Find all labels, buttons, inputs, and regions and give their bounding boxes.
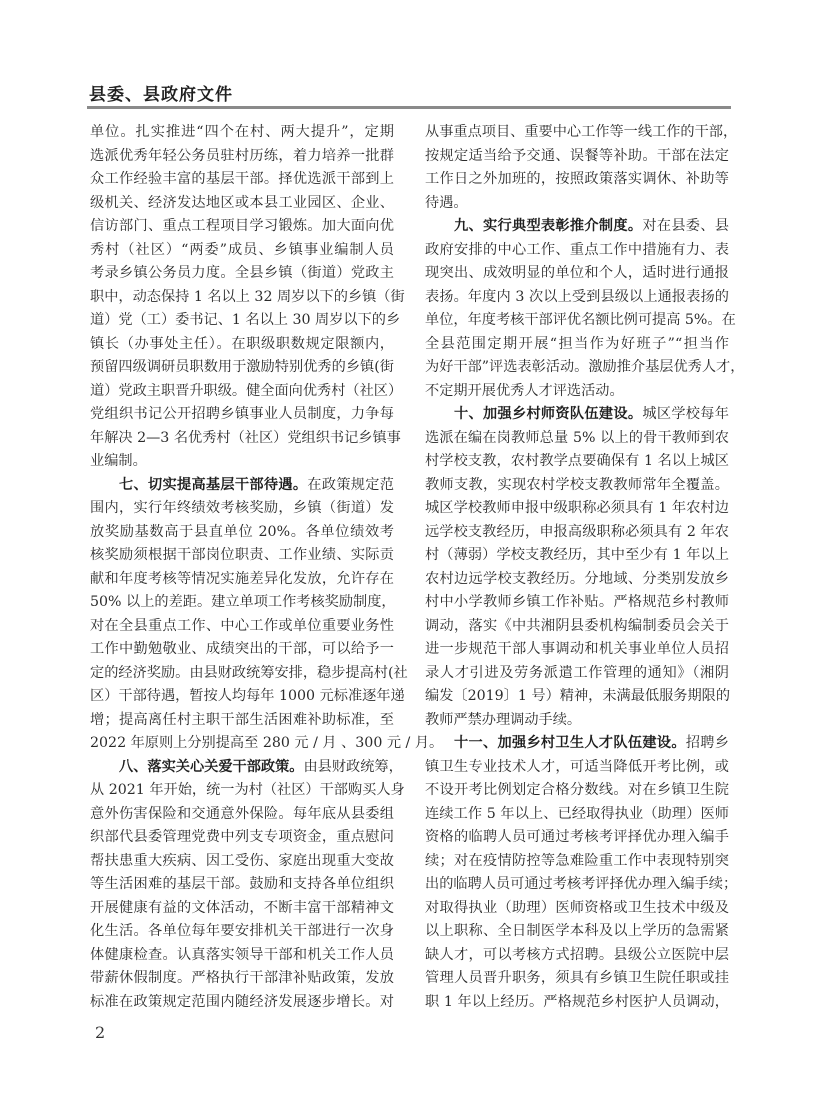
line-text: 城区学校教师申报中级职称必须具有 1 年农村边 bbox=[425, 500, 729, 516]
text-line bbox=[425, 239, 729, 263]
text-line bbox=[90, 309, 401, 333]
body-paragraph bbox=[425, 121, 738, 215]
line-text: 级机关、经济发达地区或本县工业园区、企业、 bbox=[90, 194, 394, 211]
text-line bbox=[90, 779, 405, 803]
text-line bbox=[425, 333, 729, 357]
line-text: 招聘乡 bbox=[685, 735, 729, 751]
text-line bbox=[425, 286, 729, 310]
text-line bbox=[90, 967, 394, 991]
line-text: 等生活困难的基层干部。鼓励和支持各单位组织 bbox=[90, 876, 394, 892]
line-text: 政府安排的中心工作、重点工作中措施有力、表 bbox=[425, 241, 729, 258]
line-text: 续；对在疫情防控等急难险重工作中表现特别突 bbox=[425, 852, 729, 869]
line-text: 录人才引进及劳务派遣工作管理的通知》（湘阴 bbox=[425, 664, 729, 681]
line-text: 化生活。各单位每年要安排机关干部进行一次身 bbox=[90, 923, 394, 939]
text-line bbox=[90, 356, 394, 380]
line-text: 意外伤害保险和交通意外保险。每年底从县委组 bbox=[90, 805, 394, 822]
line-text: 编发〔2019〕1 号）精神，未满最低服务期限的 bbox=[425, 688, 731, 704]
line-text: 秀村（社区）“两委”成员、乡镇事业编制人员 bbox=[90, 241, 394, 258]
text-line bbox=[90, 121, 394, 145]
text-line bbox=[90, 873, 394, 897]
line-text: 按规定适当给予交通、误餐等补助。干部在法定 bbox=[425, 147, 729, 164]
text-line bbox=[90, 474, 394, 498]
text-line bbox=[425, 615, 729, 639]
line-text: 工作日之外加班的，按照政策落实调休、补助等 bbox=[425, 171, 729, 187]
text-line bbox=[425, 403, 729, 427]
text-line bbox=[425, 568, 729, 592]
text-line bbox=[425, 168, 729, 192]
body-paragraph bbox=[90, 121, 405, 474]
text-line bbox=[90, 568, 394, 592]
text-line bbox=[425, 427, 729, 451]
text-line bbox=[425, 920, 729, 944]
line-text: 考录乡镇公务员力度。全县乡镇（街道）党政主 bbox=[90, 265, 394, 281]
text-line bbox=[90, 897, 394, 921]
text-line bbox=[425, 591, 729, 615]
line-text: 从事重点项目、重要中心工作等一线工作的干部， bbox=[425, 124, 738, 140]
text-line bbox=[90, 615, 394, 639]
line-text: 不设开考比例划定合格分数线。对在乡镇卫生院 bbox=[425, 782, 729, 798]
text-line bbox=[90, 427, 401, 451]
running-header-title: 县委、县政府文件 bbox=[89, 85, 233, 105]
line-text: 工作中勤勉敬业、成绩突出的干部，可以给予一 bbox=[90, 641, 394, 657]
line-text: 道）党（工）委书记、1 名以上 30 周岁以下的乡 bbox=[90, 312, 401, 328]
section-heading: 七、切实提高基层干部待遇。 bbox=[119, 476, 308, 493]
text-line bbox=[425, 450, 729, 474]
line-text: 年解决 2—3 名优秀村（社区）党组织书记乡镇事 bbox=[90, 429, 401, 446]
line-text: 增；提高离任村主职干部生活困难补助标准，至 bbox=[90, 711, 394, 728]
line-text: 织部代县委管理党费中列支专项资金，重点慰问 bbox=[90, 829, 394, 845]
line-text: 全县范围定期开展“担当作为好班子”“担当作 bbox=[425, 335, 729, 352]
line-text: 标准在政策规定范围内随经济发展逐步增长。对 bbox=[90, 993, 394, 1010]
line-text: 围内，实行年终绩效考核奖励，乡镇（街道）发 bbox=[90, 500, 394, 516]
line-text: 教师严禁办理调动手续。 bbox=[425, 711, 582, 728]
line-text: 体健康检查。认真落实领导干部和机关工作人员 bbox=[90, 946, 394, 963]
line-text: 党组织书记公开招聘乡镇事业人员制度，力争每 bbox=[90, 406, 394, 422]
text-line bbox=[425, 309, 736, 333]
text-line bbox=[90, 756, 403, 780]
text-line bbox=[90, 450, 394, 474]
line-text: 道）党政主职晋升职级。健全面向优秀村（社区） bbox=[90, 382, 403, 399]
line-text: 连续工作 5 年以上、已经取得执业（助理）医师 bbox=[425, 805, 729, 822]
text-line bbox=[425, 215, 729, 239]
line-text: 资格的临聘人员可通过考核考评择优办理入编手 bbox=[425, 829, 729, 845]
line-text: 镇卫生专业技术人才，可适当降低开考比例，或 bbox=[425, 758, 729, 775]
line-text: 从 2021 年开始，统一为村（社区）干部购买人身 bbox=[90, 782, 405, 798]
text-line bbox=[90, 944, 394, 968]
line-text: 对在县委、县 bbox=[642, 218, 729, 234]
text-line bbox=[90, 544, 394, 568]
text-line bbox=[90, 662, 408, 686]
text-line bbox=[90, 239, 394, 263]
line-text: 对在全县重点工作、中心工作或单位重要业务性 bbox=[90, 617, 394, 634]
text-line bbox=[425, 356, 745, 380]
line-text: 选派优秀年轻公务员驻村历练，着力培养一批群 bbox=[90, 147, 394, 164]
text-line bbox=[425, 521, 729, 545]
section-heading: 十、加强乡村师资队伍建设。 bbox=[454, 406, 643, 422]
text-line bbox=[90, 192, 394, 216]
line-text: 职 1 年以上经历。严格规范乡村医护人员调动， bbox=[425, 993, 729, 1010]
text-line bbox=[90, 803, 394, 827]
line-text: 调动，落实《中共湘阴县委机构编制委员会关于 bbox=[425, 617, 729, 634]
text-line bbox=[90, 991, 394, 1015]
line-text: 为好干部”评选表彰活动。激励推介基层优秀人才， bbox=[425, 359, 745, 375]
line-text: 业编制。 bbox=[90, 453, 147, 469]
text-line bbox=[425, 803, 729, 827]
line-text: 单位，年度考核干部评优名额比例可提高 5%。在 bbox=[425, 312, 736, 328]
line-text: 不定期开展优秀人才评选活动。 bbox=[425, 382, 624, 399]
text-line bbox=[425, 145, 729, 169]
text-line bbox=[425, 709, 729, 733]
text-line bbox=[90, 521, 394, 545]
line-text: 村学校支教，农村教学点要确保有 1 名以上城区 bbox=[425, 453, 729, 469]
text-line bbox=[90, 497, 394, 521]
text-line bbox=[425, 262, 729, 286]
line-text: 开展健康有益的文体活动，不断丰富干部精神文 bbox=[90, 899, 394, 916]
text-line bbox=[425, 497, 729, 521]
text-line bbox=[90, 709, 394, 733]
line-text: 众工作经验丰富的基层干部。择优选派干部到上 bbox=[90, 171, 394, 187]
line-text: 放奖励基数高于县直单位 20%。各单位绩效考 bbox=[90, 523, 394, 540]
text-line bbox=[425, 897, 729, 921]
line-text: 以上职称、全日制医学本科及以上学历的急需紧 bbox=[425, 923, 729, 939]
line-text: 2022 年原则上分别提高至 280 元 / 月 、300 元 / 月。 bbox=[90, 735, 444, 751]
line-text: 信访部门、重点工程项目学习锻炼。加大面向优 bbox=[90, 218, 394, 234]
text-line bbox=[90, 732, 444, 756]
text-line bbox=[90, 145, 394, 169]
section-paragraph bbox=[425, 732, 738, 1014]
line-text: 单位。扎实推进“四个在村、两大提升”，定期 bbox=[90, 124, 394, 140]
text-line bbox=[90, 215, 394, 239]
line-text: 待遇。 bbox=[425, 194, 468, 211]
line-text: 职中，动态保持 1 名以上 32 周岁以下的乡镇（街 bbox=[90, 288, 405, 305]
line-text: 进一步规范干部人事调动和机关事业单位人员招 bbox=[425, 641, 729, 657]
text-line bbox=[90, 826, 394, 850]
text-line bbox=[90, 403, 394, 427]
line-text: 核奖励须根据干部岗位职责、工作业绩、实际贡 bbox=[90, 547, 394, 563]
text-line bbox=[90, 380, 403, 404]
text-line bbox=[425, 662, 729, 686]
text-line bbox=[90, 168, 394, 192]
text-line bbox=[425, 121, 738, 145]
section-paragraph bbox=[425, 403, 729, 732]
text-line bbox=[425, 756, 729, 780]
line-text: 现突出、成效明显的单位和个人，适时进行通报 bbox=[425, 265, 729, 281]
text-line bbox=[425, 638, 729, 662]
text-line bbox=[425, 732, 729, 756]
line-text: 带薪休假制度。严格执行干部津补贴政策，发放 bbox=[90, 970, 394, 986]
line-text: 镇长（办事处主任）。在职级职数规定限额内， bbox=[90, 335, 394, 352]
text-line bbox=[90, 685, 405, 709]
text-line bbox=[425, 544, 729, 568]
text-line bbox=[425, 380, 729, 404]
line-text: 帮扶患重大疾病、因工受伤、家庭出现重大变故 bbox=[90, 852, 394, 869]
text-line bbox=[90, 333, 394, 357]
section-heading: 十一、加强乡村卫生人才队伍建设。 bbox=[454, 735, 686, 751]
line-text: 表扬。年度内 3 次以上受到县级以上通报表扬的 bbox=[425, 288, 729, 305]
section-paragraph bbox=[90, 474, 444, 756]
line-text: 定的经济奖励。由县财政统筹安排，稳步提高村(社 bbox=[90, 664, 408, 681]
text-line bbox=[425, 826, 729, 850]
text-line bbox=[425, 944, 729, 968]
line-text: 村（薄弱）学校支教经历，其中至少有 1 年以上 bbox=[425, 547, 729, 563]
line-text: 城区学校每年 bbox=[642, 406, 729, 422]
line-text: 由县财政统筹， bbox=[303, 758, 403, 775]
section-heading: 八、落实关心关爱干部政策。 bbox=[119, 758, 304, 775]
line-text: 50% 以上的差距。建立单项工作考核奖励制度， bbox=[90, 594, 396, 610]
text-line bbox=[425, 779, 729, 803]
line-text: 预留四级调研员职数用于激励特别优秀的乡镇(街 bbox=[90, 359, 394, 375]
line-text: 出的临聘人员可通过考核考评择优办理入编手续； bbox=[425, 876, 738, 892]
text-line bbox=[90, 920, 394, 944]
line-text: 村中小学教师乡镇工作补贴。严格规范乡村教师 bbox=[425, 594, 729, 610]
line-text: 区）干部待遇，暂按人均每年 1000 元标准逐年递 bbox=[90, 688, 405, 704]
text-line bbox=[90, 591, 394, 615]
line-text: 农村边远学校支教经历。分地域、分类别发放乡 bbox=[425, 570, 729, 587]
right-text-column bbox=[425, 121, 745, 1014]
text-line bbox=[90, 850, 394, 874]
text-line bbox=[425, 967, 729, 991]
section-heading: 九、实行典型表彰推介制度。 bbox=[454, 218, 643, 234]
text-line bbox=[425, 474, 729, 498]
page-number: 2 bbox=[95, 1023, 106, 1042]
line-text: 献和年度考核等情况实施差异化发放，允许存在 bbox=[90, 570, 394, 587]
line-text: 在政策规定范 bbox=[307, 476, 394, 493]
line-text: 教师支教，实现农村学校支教教师常年全覆盖。 bbox=[425, 476, 729, 493]
line-text: 远学校支教经历，申报高级职称必须具有 2 年农 bbox=[425, 523, 729, 540]
section-paragraph bbox=[90, 756, 405, 1015]
text-line bbox=[425, 873, 738, 897]
line-text: 管理人员晋升职务，须具有乡镇卫生院任职或挂 bbox=[425, 970, 729, 986]
left-text-column bbox=[90, 121, 444, 1014]
text-line bbox=[425, 192, 729, 216]
text-line bbox=[425, 685, 729, 709]
text-line bbox=[425, 991, 729, 1015]
line-text: 缺人才，可以考核方式招聘。县级公立医院中层 bbox=[425, 946, 729, 963]
text-line bbox=[90, 286, 405, 310]
text-line bbox=[90, 262, 394, 286]
line-text: 选派在编在岗教师总量 5% 以上的骨干教师到农 bbox=[425, 429, 729, 446]
section-paragraph bbox=[425, 215, 745, 403]
text-line bbox=[425, 850, 729, 874]
header-divider bbox=[87, 106, 731, 109]
line-text: 对取得执业（助理）医师资格或卫生技术中级及 bbox=[425, 899, 729, 916]
text-line bbox=[90, 638, 394, 662]
